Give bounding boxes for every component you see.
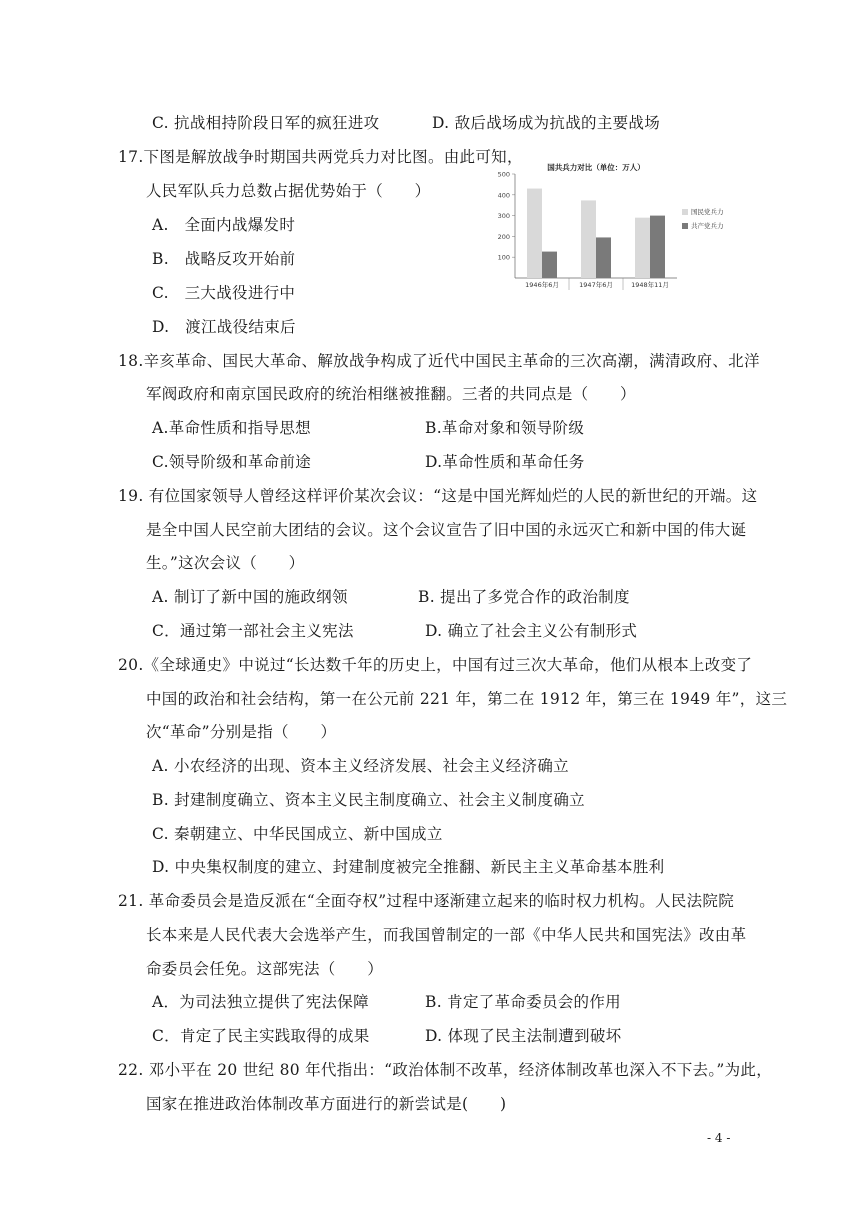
q16-option-c: C. 抗战相持阶段日军的疯狂进攻: [152, 114, 380, 132]
q18-option-b: B.革命对象和领导阶级: [425, 419, 585, 437]
q22-stem-2: 国家在推进政治体制改革方面进行的新尝试是( ): [146, 1095, 507, 1113]
q18-stem-1: 18.辛亥革命、国民大革命、解放战争构成了近代中国民主革命的三次高潮，满清政府、北洋: [118, 352, 760, 370]
q20-option-c: C. 秦朝建立、中华民国成立、新中国成立: [152, 825, 443, 843]
bar-kmt: [581, 200, 596, 278]
q17-option-b: B. 战略反攻开始前: [152, 250, 296, 268]
q21-option-c: C．肯定了民主实践取得的成果: [152, 1027, 370, 1045]
y-tick-label: 200: [497, 232, 510, 241]
bar-cpc: [650, 216, 665, 278]
q17-stem-2: 人民军队兵力总数占据优势始于（ ）: [146, 182, 431, 200]
x-tick-label: 1947年6月: [579, 281, 613, 289]
q18-option-d: D.革命性质和革命任务: [425, 453, 585, 471]
q19-option-c: C．通过第一部社会主义宪法: [152, 622, 354, 640]
bar-kmt: [527, 189, 542, 278]
q19-option-b: B. 提出了多党合作的政治制度: [418, 588, 630, 606]
q20-option-a: A. 小农经济的出现、资本主义经济发展、社会主义经济确立: [152, 757, 569, 775]
q20-stem-1: 20.《全球通史》中说过“长达数千年的历史上，中国有过三次大革命，他们从根本上改变了: [118, 656, 753, 674]
bar-kmt: [635, 218, 650, 278]
q21-stem-1: 21. 革命委员会是造反派在“全面夺权”过程中逐渐建立起来的临时权力机构。人民法院院: [118, 892, 735, 910]
chart-title: 国共兵力对比（单位：万人）: [547, 163, 645, 172]
y-tick-label: 300: [497, 212, 510, 221]
legend-swatch: [682, 209, 688, 215]
q21-option-d: D. 体现了民主法制遭到破坏: [425, 1027, 622, 1045]
q21-option-a: A．为司法独立提供了宪法保障: [152, 993, 369, 1011]
q20-option-b: B. 封建制度确立、资本主义民主制度确立、社会主义制度确立: [152, 791, 585, 809]
q17-option-a: A. 全面内战爆发时: [152, 216, 296, 234]
q16-option-d: D. 敌后战场成为抗战的主要战场: [432, 114, 661, 132]
bar-cpc: [596, 237, 611, 278]
q19-stem-1: 19. 有位国家领导人曾经这样评价某次会议：“这是中国光辉灿烂的人民的新世纪的开端。这: [118, 487, 758, 505]
q19-option-a: A. 制订了新中国的施政纲领: [152, 588, 348, 606]
y-tick-label: 100: [497, 253, 510, 262]
q22-stem-1: 22. 邓小平在 20 世纪 80 年代指出：“政治体制不改革，经济体制改革也深入不下去。”为此，: [118, 1061, 773, 1079]
legend-label: 共产党兵力: [691, 222, 724, 230]
page-number: - 4 -: [707, 1131, 731, 1145]
q21-stem-3: 命委员会任免。这部宪法（ ）: [146, 960, 384, 978]
q19-stem-3: 生。”这次会议（ ）: [146, 554, 305, 572]
legend-label: 国民党兵力: [691, 208, 724, 216]
legend-swatch: [682, 223, 688, 229]
q17-option-d: D. 渡江战役结束后: [152, 318, 296, 336]
q18-option-a: A.革命性质和指导思想: [152, 419, 311, 437]
q18-stem-2: 军阀政府和南京国民政府的统治相继被推翻。三者的共同点是（ ）: [146, 385, 636, 403]
y-tick-label: 400: [497, 191, 510, 200]
x-tick-label: 1948年11月: [631, 281, 669, 289]
x-tick-label: 1946年6月: [525, 281, 559, 289]
q20-option-d: D. 中央集权制度的建立、封建制度被完全推翻、新民主主义革命基本胜利: [152, 858, 665, 876]
y-tick-label: 500: [497, 170, 510, 179]
q19-stem-2: 是全中国人民空前大团结的会议。这个会议宣告了旧中国的永远灭亡和新中国的伟大诞: [146, 521, 747, 539]
q19-option-d: D. 确立了社会主义公有制形式: [425, 622, 638, 640]
q20-stem-2: 中国的政治和社会结构，第一在公元前 221 年，第二在 1912 年，第三在 1949 年”，这三: [146, 690, 788, 708]
q18-option-c: C.领导阶级和革命前途: [152, 453, 312, 471]
bar-cpc: [542, 252, 557, 278]
q20-stem-3: 次“革命”分别是指（ ）: [146, 723, 337, 741]
q21-stem-2: 长本来是人民代表大会选举产生，而我国曾制定的一部《中华人民共和国宪法》改由革: [146, 926, 747, 944]
q21-option-b: B. 肯定了革命委员会的作用: [425, 993, 621, 1011]
q17-stem-1: 17.下图是解放战争时期国共两党兵力对比图。由此可知，: [118, 148, 523, 166]
q17-option-c: C. 三大战役进行中: [152, 284, 296, 302]
force-comparison-chart: [490, 160, 735, 295]
